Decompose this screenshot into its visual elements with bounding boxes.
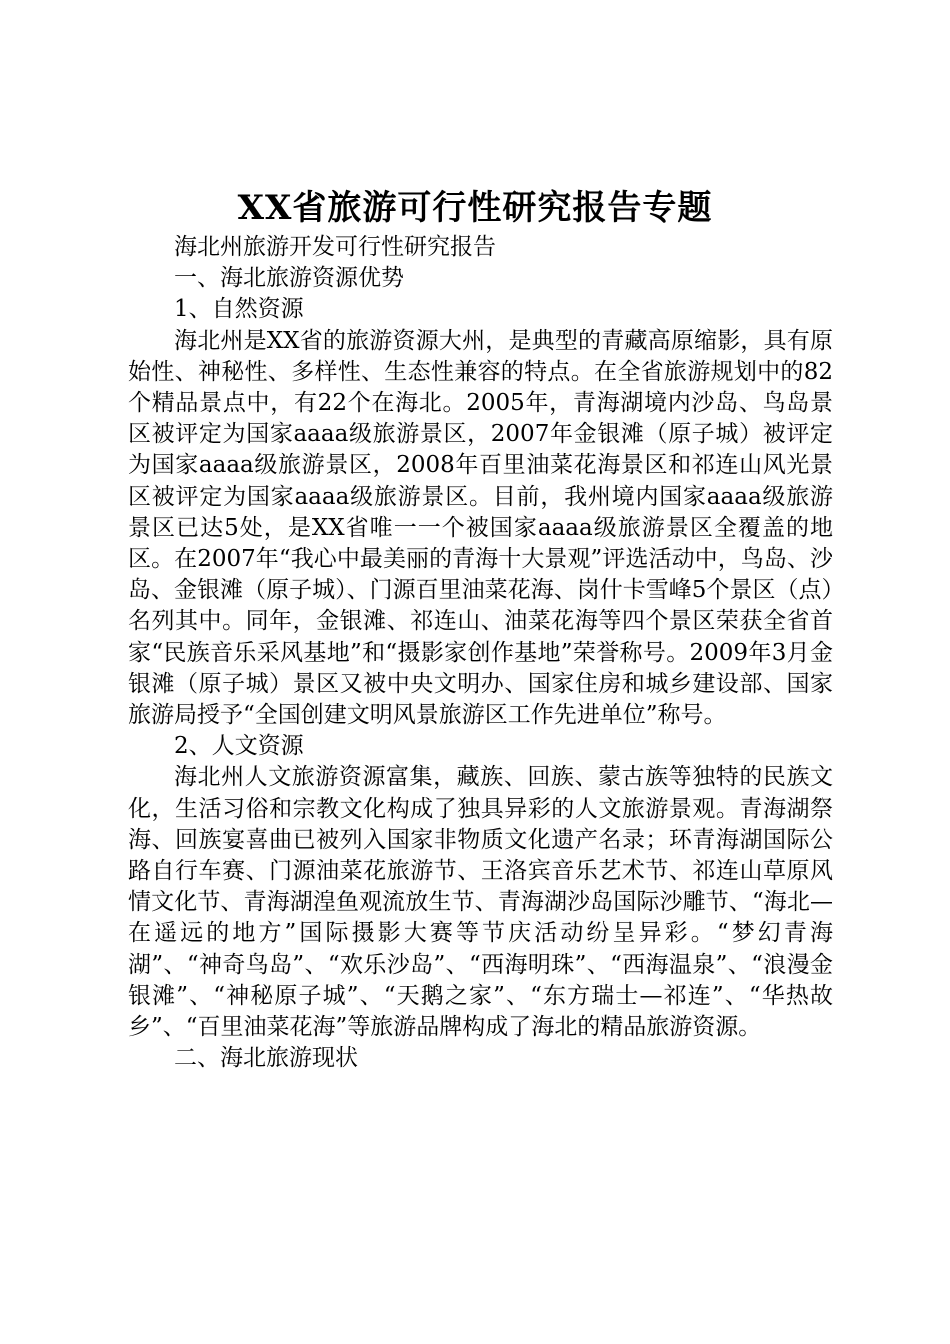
document-body — [128, 232, 833, 1074]
report-subtitle: 海北州旅游开发可行性研究报告 — [174, 234, 496, 260]
document-title: XX省旅游可行性研究报告专题 — [237, 188, 713, 228]
paragraph-cultural-resources: 海北州人文旅游资源富集，藏族、回族、蒙古族等独特的民族文化，生活习俗和宗教文化构成了独具异彩的人文旅游景观。青海湖祭海、回族宴喜曲已被列入国家非物质文化遗产名录；环青海湖国际公路自行车赛、门源油菜花旅游节、王洛宾音乐艺术节、祁连山草原风情文化节、青海湖湟鱼观流放生节、青海湖沙岛国际沙雕节、“海北—在遥远的地方”国际摄影大赛等节庆活动纷呈异彩。“梦幻青海湖”、“神奇鸟岛”、“欢乐沙岛”、“西海明珠”、“西海温泉”、“浪漫金银滩”、“神秘原子城”、“天鹅之家”、“东方瑞士—祁连”、“华热故乡”、“百里油菜花海”等旅游品牌构成了海北的精品旅游资源。 — [128, 764, 833, 1041]
subsection-heading-natural: 1、自然资源 — [174, 296, 304, 323]
section-heading-status: 二、海北旅游现状 — [174, 1045, 358, 1072]
paragraph-natural-resources: 海北州是XX省的旅游资源大州，是典型的青藏高原缩影，具有原始性、神秘性、多样性、生态性兼容的特点。在全省旅游规划中的82个精品景点中，有22个在海北。2005年，青海湖境内沙岛、鸟岛景区被评定为国家aaaa级旅游景区，2007年金银滩（原子城）被评定为国家aaaa级旅游景区，2008年百里油菜花海景区和祁连山风光景区被评定为国家aaaa级旅游景区。目前，我州境内国家aaaa级旅游景区已达5处，是XX省唯一一个被国家aaaa级旅游景区全覆盖的地区。在2007年“我心中最美丽的青海十大景观”评选活动中，鸟岛、沙岛、金银滩（原子城）、门源百里油菜花海、岗什卡雪峰5个景区（点）名列其中。同年，金银滩、祁连山、油菜花海等四个景区荣获全省首家“民族音乐采风基地”和“摄影家创作基地”荣誉称号。2009年3月金银滩（原子城）景区又被中央文明办、国家住房和城乡建设部、国家旅游局授予“全国创建文明风景旅游区工作先进单位”称号。 — [128, 327, 833, 729]
section-heading-advantages: 一、海北旅游资源优势 — [174, 265, 404, 292]
subsection-heading-cultural: 2、人文资源 — [174, 733, 304, 760]
